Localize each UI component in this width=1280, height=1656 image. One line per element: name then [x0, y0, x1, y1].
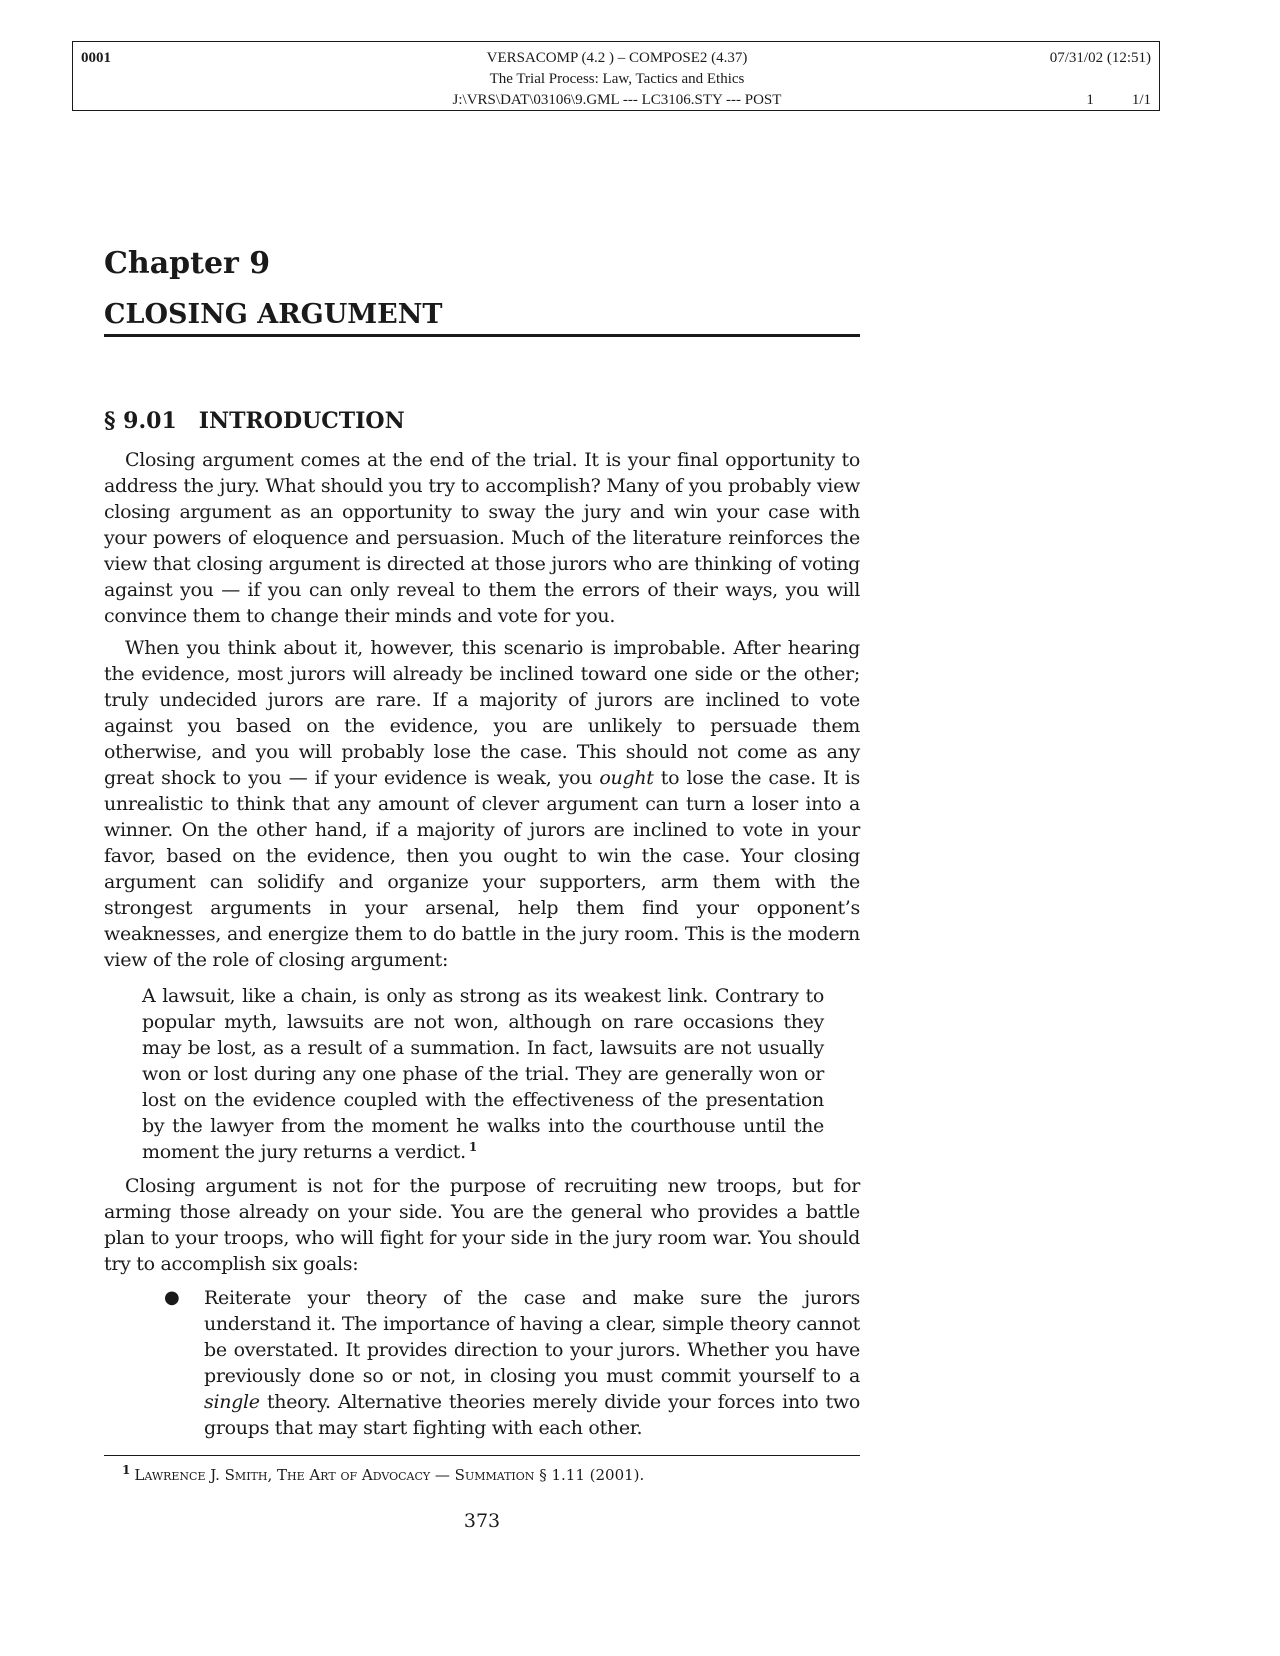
- paragraph-2: [104, 635, 860, 973]
- emphasis-ought: ought: [599, 767, 654, 789]
- typesetting-header: [72, 41, 1160, 111]
- section-number: § 9.01: [104, 408, 177, 434]
- page-number: 373: [463, 1510, 501, 1532]
- footnote-author: Lawrence J. Smith: [134, 1466, 268, 1484]
- header-page-info: [1086, 92, 1151, 109]
- section-title: INTRODUCTION: [198, 408, 405, 434]
- footnote-separator: ,: [267, 1466, 278, 1484]
- chapter-title: CLOSING ARGUMENT: [104, 298, 860, 337]
- paragraph-2-part-b: to lose the case. It is unrealistic to think that any amount of clever argument can turn a loser into a winner. On the other hand, if a majority of jurors are inclined to vote in your favor, based on the evidence, then you ought to win the case. Your closing argument can solidify and organize your supporters, arm them with the strongest arguments in your arsenal, help them find your opponent’s weaknesses, and energize them to do battle in the jury room. This is the modern view of the role of closing argument:: [104, 767, 860, 971]
- header-info: [373, 48, 861, 111]
- chapter-label: Chapter 9: [104, 246, 271, 281]
- goal-text-b: theory. Alternative theories merely divide your forces into two groups that may start fighting with each other.: [204, 1391, 860, 1439]
- footnote: [104, 1464, 860, 1486]
- quote-text: A lawsuit, like a chain, is only as strong as its weakest link. Contrary to popular myth, lawsuits are not won, although on rare occasions they may be lost, as a result of a summation. In fact, lawsuits are not usually won or lost during any one phase of the trial. They are generally won or lost on the evidence coupled with the effectiveness of the presentation by the lawyer from the moment he walks into the courthouse until the moment the jury returns a verdict.: [142, 985, 824, 1163]
- list-item: [104, 1285, 860, 1441]
- footnote-citation: § 1.11 (2001).: [534, 1466, 645, 1484]
- emphasis-single: single: [204, 1391, 260, 1413]
- paragraph-1: Closing argument comes at the end of the trial. It is your final opportunity to address the jury. What should you try to accomplish? Many of you probably view closing argument as an opportunity to sway the jury and win your case with your powers of eloquence and persuasion. Much of the literature reinforces the view that closing argument is directed at those jurors who are thinking of voting against you — if you can only reveal to them the errors of their ways, you will convince them to change their minds and vote for you.: [104, 449, 860, 627]
- header-page-b: 1/1: [1131, 92, 1151, 108]
- goal-list: [104, 1285, 860, 1441]
- header-page-a: 1: [1086, 92, 1094, 108]
- footnote-number: 1: [122, 1463, 131, 1477]
- header-job-id: 0001: [81, 50, 111, 66]
- paragraph-2-part-a: When you think about it, however, this scenario is improbable. After hearing the evidence, most jurors will already be inclined toward one side or the other; truly undecided jurors are rare. If a majority of jurors are inclined to vote against you based on the evidence, you are unlikely to persuade them otherwise, and you will probably lose the case. This should not come as any great shock to you — if your evidence is weak, you: [104, 637, 860, 789]
- goal-text-a: Reiterate your theory of the case and make sure the jurors understand it. The importance of having a clear, simple theory cannot be overstated. It provides direction to your jurors. Whether you have previously done so or not, in closing you must commit yourself to a: [204, 1287, 860, 1387]
- page-body: [104, 246, 860, 1486]
- paragraph-3: Closing argument is not for the purpose of recruiting new troops, but for arming those already on your side. You are the general who provides a battle plan to your troops, who will fight for your side in the jury room war. You should try to accomplish six goals:: [104, 1175, 860, 1275]
- footnote-reference: 1: [468, 1139, 477, 1154]
- section-heading: [104, 407, 860, 435]
- header-file-path: J:\VRS\DAT\03106\9.GML --- LC3106.STY --- POST: [452, 92, 782, 108]
- block-quote: [142, 983, 824, 1165]
- header-book-title: The Trial Process: Law, Tactics and Ethics: [489, 71, 745, 87]
- header-software-line: VERSACOMP (4.2 ) – COMPOSE2 (4.37): [486, 50, 748, 66]
- footnote-work: The Art of Advocacy — Summation: [277, 1466, 535, 1484]
- bullet-icon: ●: [164, 1287, 180, 1308]
- header-date: 07/31/02 (12:51): [1049, 50, 1151, 66]
- footnote-divider: [104, 1455, 860, 1456]
